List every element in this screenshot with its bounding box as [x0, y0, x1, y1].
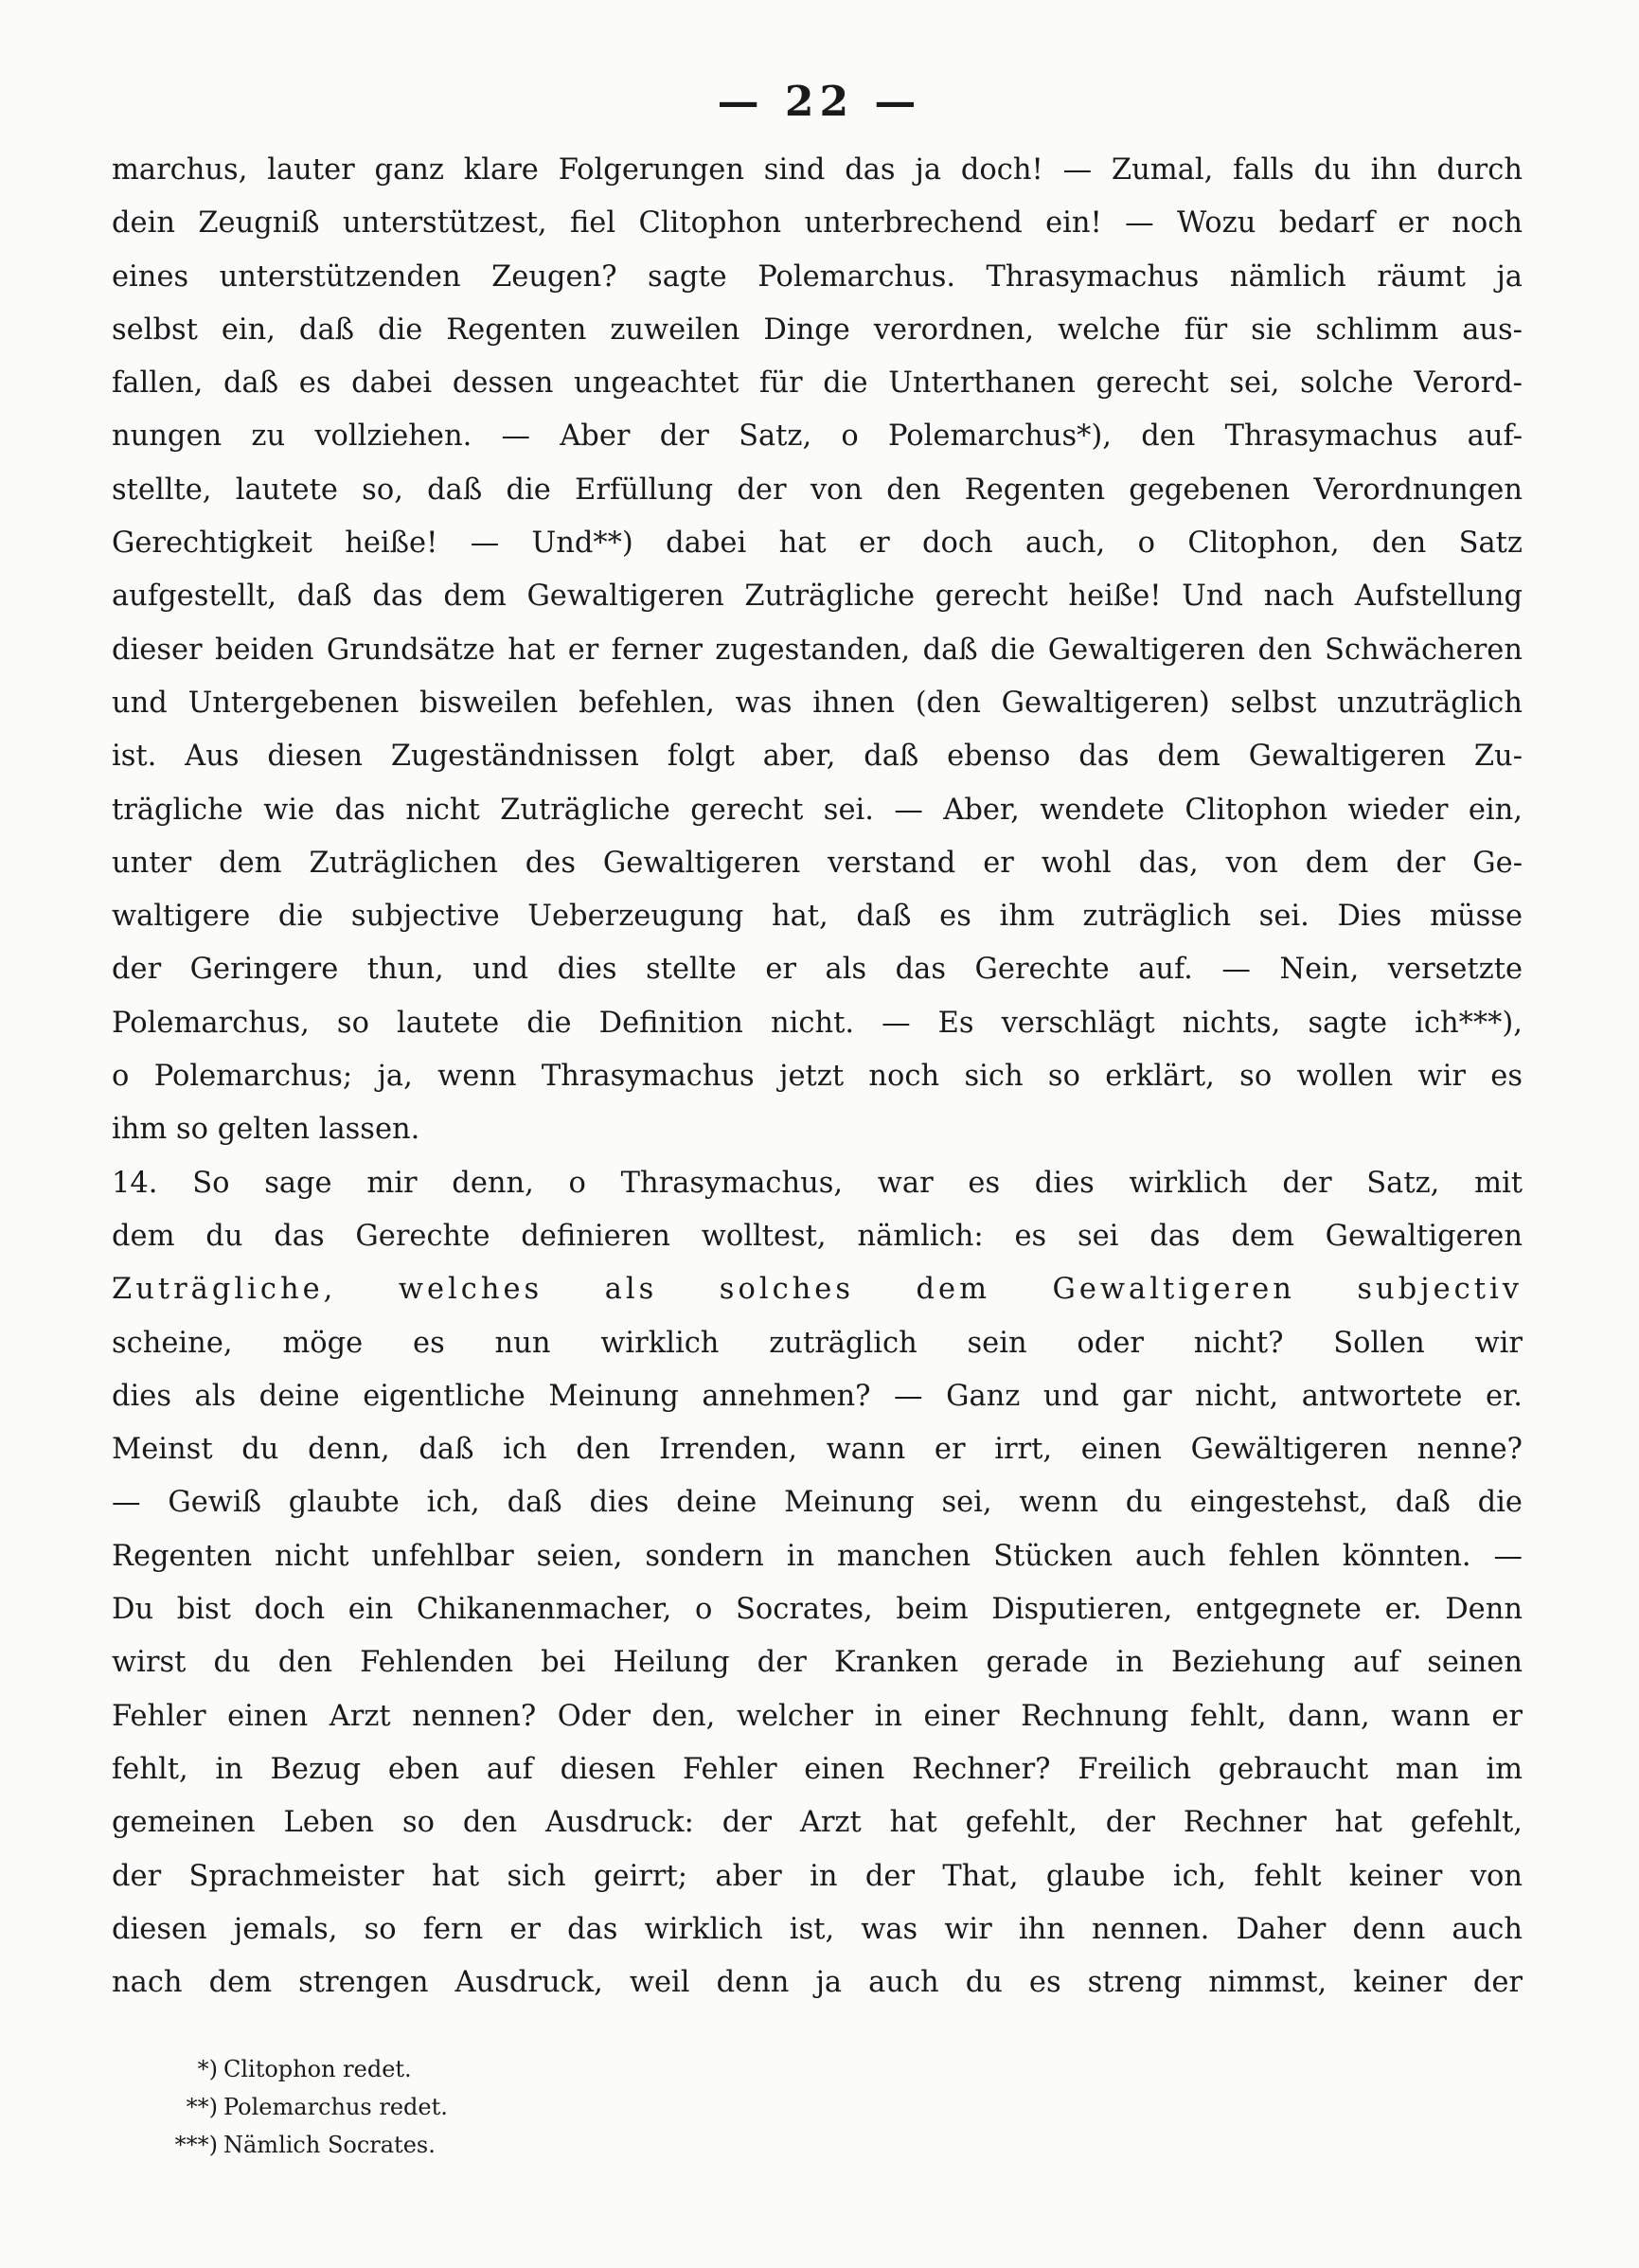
text-line: Gerechtigkeit heiße! — Und**) dabei hat er doch auch, o Clitophon, den Satz — [112, 527, 1523, 561]
text-line: Regenten nicht unfehlbar seien, sondern in manchen Stücken auch fehlen könnten. — — [112, 1539, 1523, 1573]
text-line: dies als deine eigentliche Meinung annehmen? — Ganz und gar nicht, antwortete er. — [112, 1379, 1523, 1413]
text-line: eines unterstützenden Zeugen? sagte Polemarchus. Thrasymachus nämlich räumt ja — [112, 259, 1523, 294]
text-line: nach dem strengen Ausdruck, weil denn ja auch du es streng nimmst, keiner der — [112, 1966, 1523, 2000]
text-line: stellte, lautete so, daß die Erfüllung der von den Regenten gegebenen Verordnungen — [112, 473, 1523, 507]
text-line: Du bist doch ein Chikanenmacher, o Socrates, beim Disputieren, entgegnete er. Denn — [112, 1593, 1523, 1627]
text-line: und Untergebenen bisweilen befehlen, was ihnen (den Gewaltigeren) selbst unzuträglich — [112, 686, 1523, 720]
footnote-mark: ***) — [174, 2132, 218, 2158]
footnote — [151, 2126, 1477, 2164]
footnote-text: Clitophon redet. — [223, 2056, 412, 2082]
footnote-text: Polemarchus redet. — [223, 2094, 448, 2120]
text-line: waltigere die subjective Ueberzeugung hat, daß es ihm zuträglich sei. Dies müsse — [112, 900, 1523, 934]
section-start-line: 14. So sage mir denn, o Thrasymachus, war es dies wirklich der Satz, mit — [112, 1166, 1523, 1200]
text-line: ist. Aus diesen Zugeständnissen folgt aber, daß ebenso das dem Gewaltigeren Zu- — [112, 740, 1523, 774]
text-line: o Polemarchus; ja, wenn Thrasymachus jetzt noch sich so erklärt, so wollen wir es — [112, 1060, 1523, 1094]
text-line: Meinst du denn, daß ich den Irrenden, wann er irrt, einen Gewältigeren nenne? — [112, 1433, 1523, 1467]
footnote-text: Nämlich Socrates. — [223, 2132, 436, 2158]
text-line: dem du das Gerechte definieren wolltest, nämlich: es sei das dem Gewaltigeren — [112, 1219, 1523, 1253]
text-line: dein Zeugniß unterstützest, fiel Clitophon unterbrechend ein! — Wozu bedarf er noch — [112, 206, 1523, 241]
text-line: wirst du den Fehlenden bei Heilung der Kranken gerade in Beziehung auf seinen — [112, 1646, 1523, 1680]
text-line: dieser beiden Grundsätze hat er ferner zugestanden, daß die Gewaltigeren den Schwächeren — [112, 633, 1523, 667]
text-line: — Gewiß glaubte ich, daß dies deine Meinung sei, wenn du eingestehst, daß die — [112, 1486, 1523, 1520]
text-line: der Sprachmeister hat sich geirrt; aber in der That, glaube ich, fehlt keiner von — [112, 1859, 1523, 1893]
text-line: Polemarchus, so lautete die Definition nicht. — Es verschlägt nichts, sagte ich***), — [112, 1006, 1523, 1040]
body-text — [112, 144, 1523, 2009]
text-line: marchus, lauter ganz klare Folgerungen sind das ja doch! — Zumal, falls du ihn durch — [112, 153, 1523, 187]
text-line: unter dem Zuträglichen des Gewaltigeren verstand er wohl das, von dem der Ge- — [112, 846, 1523, 880]
footnote — [151, 2088, 1477, 2126]
text-line: Zuträgliche, welches als solches dem Gewaltigeren subjectiv — [112, 1273, 1523, 1307]
footnote — [151, 2050, 1477, 2088]
text-line: scheine, möge es nun wirklich zuträglich sein oder nicht? Sollen wir — [112, 1326, 1523, 1360]
footnote-mark: *) — [197, 2056, 218, 2082]
text-line: ihm so gelten lassen. — [112, 1113, 420, 1147]
text-line: fehlt, in Bezug eben auf diesen Fehler einen Rechner? Freilich gebraucht man im — [112, 1752, 1523, 1786]
text-line: Fehler einen Arzt nennen? Oder den, welcher in einer Rechnung fehlt, dann, wann er — [112, 1699, 1523, 1733]
text-line: gemeinen Leben so den Ausdruck: der Arzt hat gefehlt, der Rechner hat gefehlt, — [112, 1806, 1523, 1840]
text-line: fallen, daß es dabei dessen ungeachtet für die Unterthanen gerecht sei, solche Verord- — [112, 366, 1523, 401]
footnote-mark: **) — [186, 2094, 218, 2120]
text-line: der Geringere thun, und dies stellte er als das Gerechte auf. — Nein, versetzte — [112, 953, 1523, 987]
text-line: trägliche wie das nicht Zuträgliche gerecht sei. — Aber, wendete Clitophon wieder ein, — [112, 793, 1523, 827]
footnotes — [151, 2050, 1477, 2164]
text-line: nungen zu vollziehen. — Aber der Satz, o Polemarchus*), den Thrasymachus auf- — [112, 420, 1523, 454]
page-number: — 22 — — [717, 78, 922, 126]
text-line: selbst ein, daß die Regenten zuweilen Dinge verordnen, welche für sie schlimm aus- — [112, 313, 1523, 347]
text-line: aufgestellt, daß das dem Gewaltigeren Zuträgliche gerecht heiße! Und nach Aufstellung — [112, 580, 1523, 614]
text-line: diesen jemals, so fern er das wirklich ist, was wir ihn nennen. Daher denn auch — [112, 1912, 1523, 1946]
